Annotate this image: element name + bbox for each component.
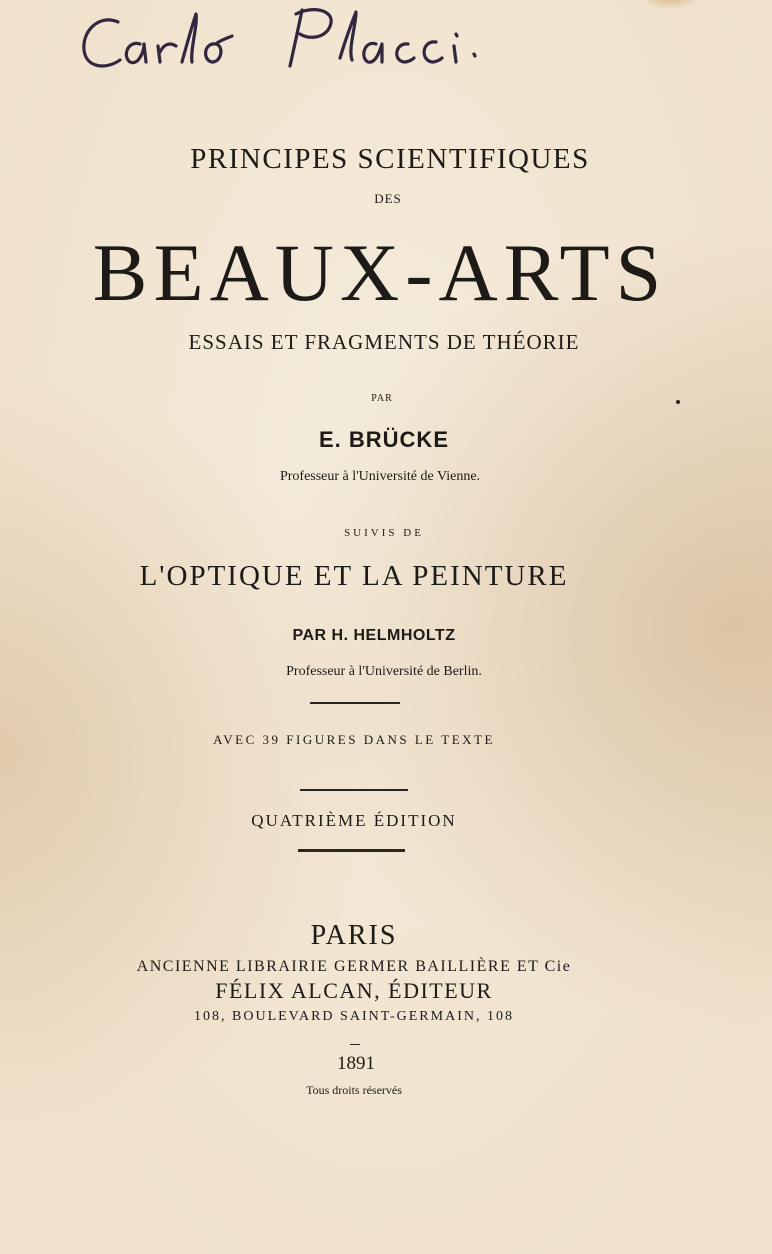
city: PARIS xyxy=(310,920,398,951)
divider-rule xyxy=(298,849,405,852)
author-2-affiliation: Professeur à l'Université de Berlin. xyxy=(286,664,482,679)
rights: Tous droits réservés xyxy=(306,1083,402,1097)
paper-stain xyxy=(640,0,700,10)
figures-note: AVEC 39 FIGURES DANS LE TEXTE xyxy=(213,732,495,747)
subtitle: ESSAIS ET FRAGMENTS DE THÉORIE xyxy=(188,330,580,354)
publisher-line-2: FÉLIX ALCAN, ÉDITEUR xyxy=(215,978,493,1003)
publisher-line-1: ANCIENNE LIBRAIRIE GERMER BAILLIÈRE ET Cie xyxy=(136,958,572,975)
par-label: PAR xyxy=(371,393,393,404)
divider-rule xyxy=(300,789,408,791)
second-title: L'OPTIQUE ET LA PEINTURE xyxy=(139,560,569,592)
ink-speck xyxy=(676,400,680,404)
author-1: E. BRÜCKE xyxy=(318,427,449,452)
handwritten-signature xyxy=(70,0,490,90)
divider-rule xyxy=(310,702,400,704)
title-des: DES xyxy=(374,191,402,206)
address: 108, BOULEVARD SAINT-GERMAIN, 108 xyxy=(194,1009,514,1024)
author-2: PAR H. HELMHOLTZ xyxy=(292,627,456,644)
title-line-1: PRINCIPES SCIENTIFIQUES xyxy=(190,143,590,175)
divider-rule xyxy=(350,1044,360,1045)
author-1-affiliation: Professeur à l'Université de Vienne. xyxy=(279,469,481,484)
main-title: BEAUX-ARTS xyxy=(92,227,668,318)
edition: QUATRIÈME ÉDITION xyxy=(251,811,457,830)
year: 1891 xyxy=(337,1053,375,1074)
suivis-de: SUIVIS DE xyxy=(344,527,424,539)
